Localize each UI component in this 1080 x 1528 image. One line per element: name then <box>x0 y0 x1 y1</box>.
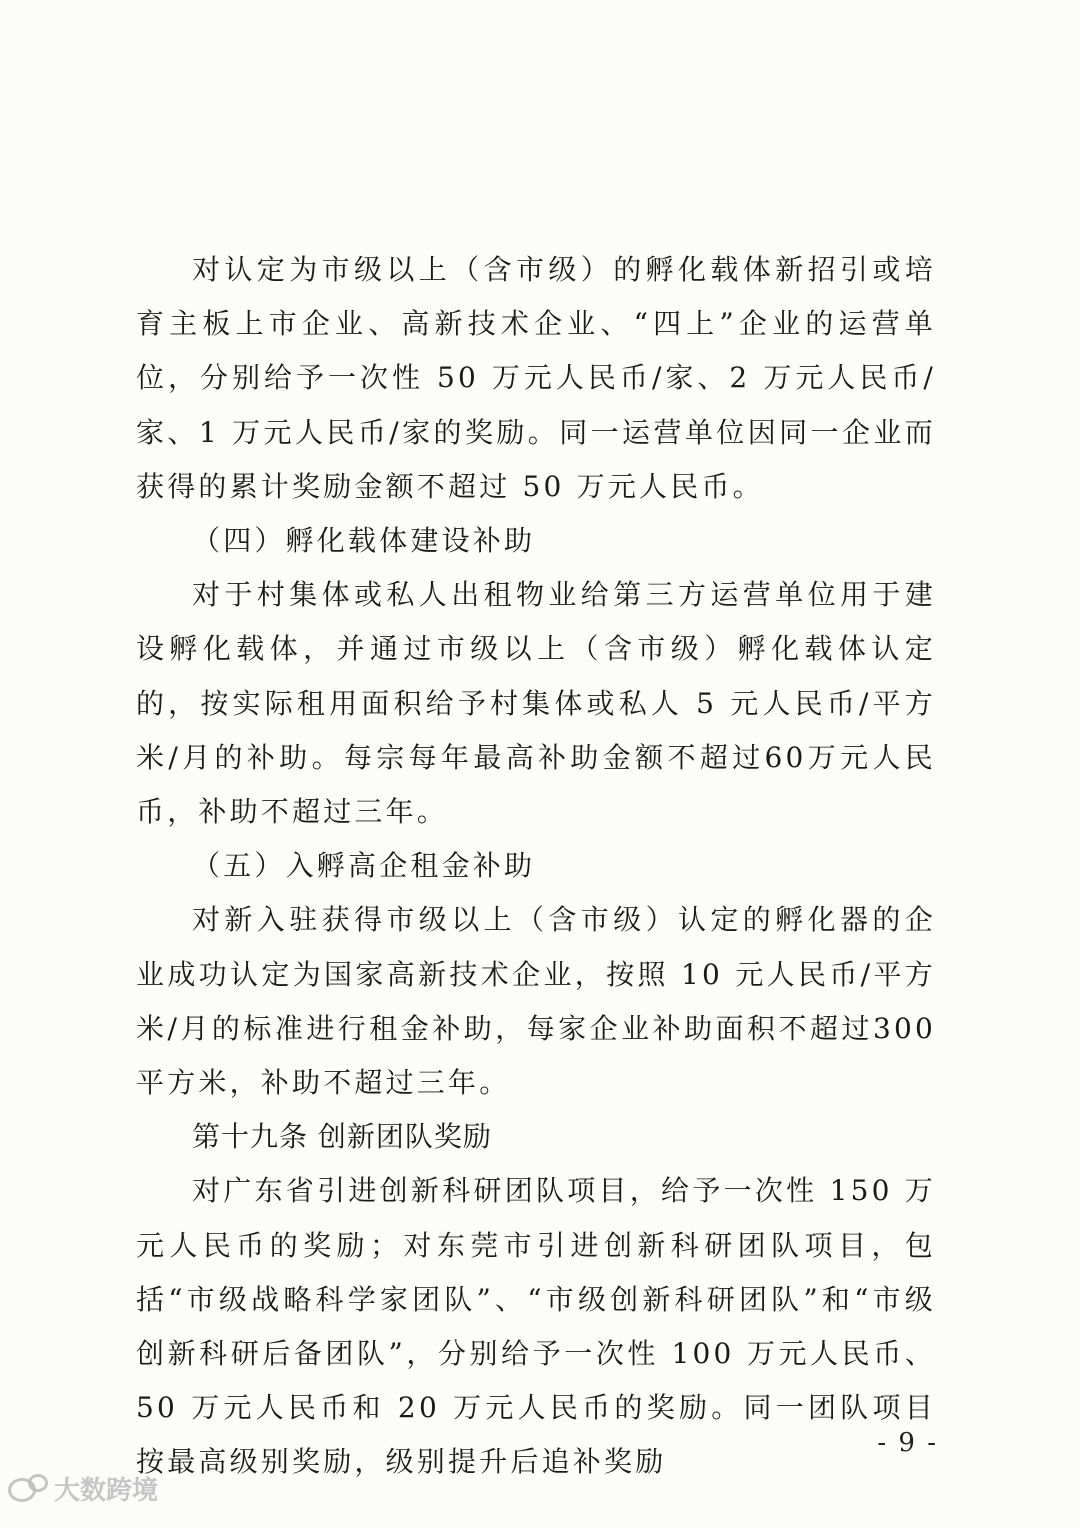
document-body <box>136 243 936 1490</box>
paragraph-construction-subsidy: 对于村集体或私人出租物业给第三方运营单位用于建设孵化载体，并通过市级以上（含市级）孵化载体认定的，按实际租用面积给予村集体或私人 5 元人民币/平方米/月的补助。每宗每年最高补助金额不超过60万元人民币，补助不超过三年。 <box>136 578 936 829</box>
watermark <box>8 1470 158 1507</box>
page-number: - 9 - <box>877 1428 938 1458</box>
article-heading-19: 第十九条 创新团队奖励 <box>192 1120 492 1154</box>
paragraph-incubator-reward: 对认定为市级以上（含市级）的孵化载体新招引或培育主板上市企业、高新技术企业、“四上”企业的运营单位，分别给予一次性 50 万元人民币/家、2 万元人民币/家、1 万元人民币/家的奖励。同一运营单位因同一企业而获得的累计奖励金额不超过 50 万元人民币。 <box>136 253 936 503</box>
section-heading-4: （四）孵化载体建设补助 <box>192 524 536 558</box>
weibo-icon <box>8 1472 48 1506</box>
paragraph-team-reward: 对广东省引进创新科研团队项目，给予一次性 150 万元人民币的奖励；对东莞市引进创新科研团队项目，包括“市级战略科学家团队”、“市级创新科研团队”和“市级创新科研后备团队”，分别给予一次性 100 万元人民币、50 万元人民币和 20 万元人民币的奖励。同一团队项目按最高级别奖励，级别提升后追补奖励 <box>136 1174 936 1479</box>
paragraph-rent-subsidy: 对新入驻获得市级以上（含市级）认定的孵化器的企业成功认定为国家高新技术企业，按照 10 元人民币/平方米/月的标准进行租金补助，每家企业补助面积不超过300平方米，补助不超过三年。 <box>136 903 936 1100</box>
section-heading-5: （五）入孵高企租金补助 <box>192 849 536 883</box>
watermark-text: 大数跨境 <box>54 1476 159 1506</box>
